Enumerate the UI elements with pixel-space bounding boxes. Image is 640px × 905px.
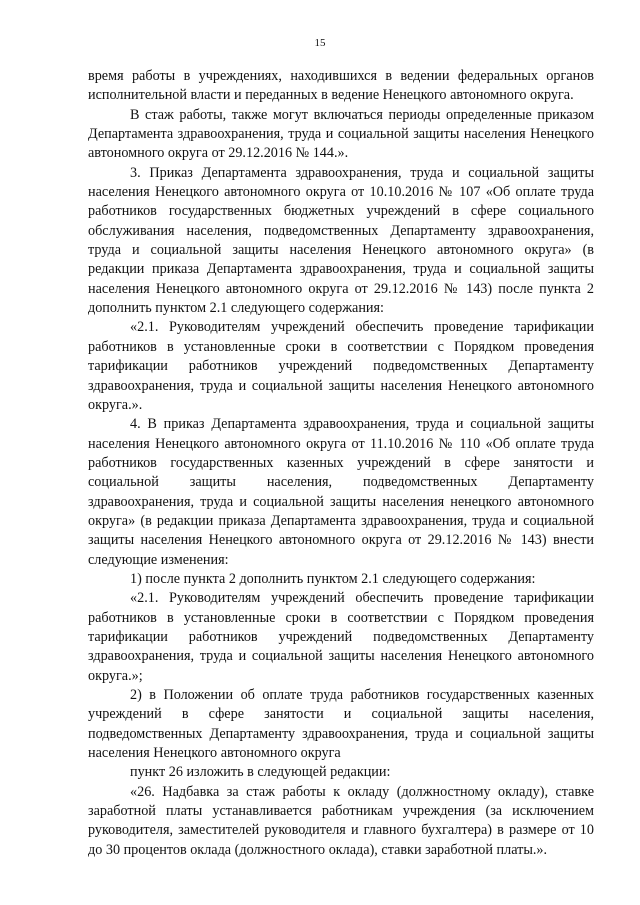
page-number: 15 (314, 37, 326, 49)
paragraph-subitem-2: 2) в Положении об оплате труда работников государственных казенных учреждений в сфере занятости и социальной защиты населения, подведомственных Департаменту здравоохранения, труда и социальной защиты населения Ненецкого автономного округа (88, 687, 594, 762)
paragraph-item-2-1-quote: «2.1. Руководителям учреждений обеспечить проведение тарификации работников в установленные сроки в соответствии с Порядком проведения тарификации работников учреждений подведомственных Департаменту здравоохранения, труда и социальной защиты населения Ненецкого автономного округа.». (88, 319, 594, 413)
paragraph-subitem-1: 1) после пункта 2 дополнить пунктом 2.1 следующего содержания: (130, 570, 536, 587)
document-body (88, 67, 594, 860)
paragraph-item-4: 4. В приказ Департамента здравоохранения, труда и социальной защиты населения Ненецкого автономного округа от 11.10.2016 № 110 «Об оплате труда работников государственных казенных учреждений в сфере занятости и социальной защиты населения, подведомственных Департаменту здравоохранения, труда и социальной защиты населения ненецкого автономного округа» (в редакции приказа Департамента здравоохранения, труда и социальной защиты населения Ненецкого автономного округа от 29.12.2016 № 143) внести следующие изменения: (88, 416, 594, 568)
paragraph-item-26-quote: «26. Надбавка за стаж работы к окладу (должностному окладу), ставке заработной платы устанавливается работникам учреждения (за исключением руководителя, заместителей руководителя и главного бухгалтера) в размере от 10 до 30 процентов оклада (должностного оклада), ставки заработной платы.». (88, 783, 594, 858)
paragraph-item-3: 3. Приказ Департамента здравоохранения, труда и социальной защиты населения Ненецкого автономного округа от 10.10.2016 № 107 «Об оплате труда работников государственных бюджетных учреждений в сфере социального обслуживания населения, подведомственных Департаменту здравоохранения, труда и социальной защиты населения Ненецкого автономного округа» (в редакции приказа Департамента здравоохранения, труда и социальной защиты населения Ненецкого автономного округа от 29.12.2016 № 143) после пункта 2 дополнить пунктом 2.1 следующего содержания: (88, 164, 594, 317)
paragraph-item-26-intro: пункт 26 изложить в следующей редакции: (130, 764, 391, 781)
paragraph-item-2-1-quote-second: «2.1. Руководителям учреждений обеспечить проведение тарификации работников в установленные сроки в соответствии с Порядком проведения тарификации работников учреждений подведомственных Департаменту здравоохранения, труда и социальной защиты населения Ненецкого автономного округа.»; (88, 590, 594, 684)
paragraph-service-periods: В стаж работы, также могут включаться периоды определенные приказом Департамента здравоохранения, труда и социальной защиты населения Ненецкого автономного округа от 29.12.2016 № 144.». (88, 106, 594, 162)
paragraph-continuation: время работы в учреждениях, находившихся в ведении федеральных органов исполнительной власти и переданных в ведение Ненецкого автономного округа. (88, 68, 594, 104)
